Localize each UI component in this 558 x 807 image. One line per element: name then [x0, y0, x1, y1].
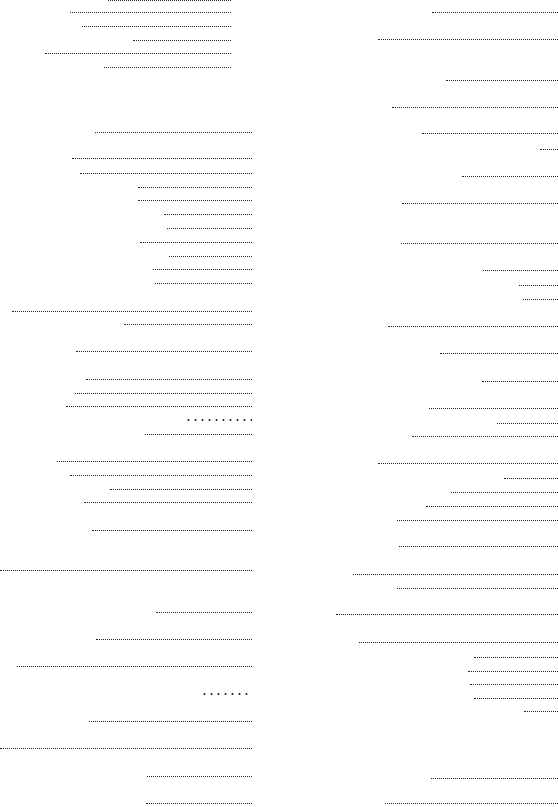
dotted-leader-line — [401, 243, 558, 244]
dotted-leader-line — [110, 489, 252, 490]
dotted-leader-line — [524, 711, 558, 712]
dotted-leader-line — [86, 379, 252, 380]
dotted-leader-line — [426, 506, 558, 507]
dotted-leader-line — [474, 698, 558, 699]
dotted-leader-line — [201, 693, 252, 695]
dotted-leader-line — [336, 614, 558, 615]
dotted-leader-line — [138, 187, 252, 188]
dotted-leader-line — [146, 803, 252, 804]
dotted-leader-line — [519, 285, 558, 286]
dotted-leader-line — [378, 463, 558, 464]
dotted-leader-line — [392, 107, 558, 108]
dotted-leader-line — [429, 408, 558, 409]
dotted-leader-line — [12, 311, 252, 312]
dotted-leader-line — [133, 40, 231, 41]
dotted-leader-line — [96, 639, 252, 640]
dotted-leader-line — [0, 570, 252, 571]
dotted-leader-line — [164, 214, 252, 215]
dotted-leader-line — [167, 228, 252, 229]
dotted-leader-line — [422, 133, 558, 134]
dotted-leader-line — [66, 406, 252, 407]
dotted-leader-line — [432, 12, 558, 13]
dotted-leader-line — [397, 588, 558, 589]
dotted-leader-line — [482, 381, 558, 382]
dotted-leader-line — [169, 256, 252, 257]
dotted-leader-line — [474, 657, 558, 658]
dotted-leader-line — [82, 26, 231, 27]
dotted-leader-line — [124, 324, 252, 325]
dotted-leader-line — [483, 270, 558, 271]
dotted-leader-line — [140, 242, 252, 243]
dotted-leader-line — [388, 326, 558, 327]
dotted-leader-line — [468, 671, 558, 672]
dotted-leader-line — [45, 53, 231, 54]
dotted-leader-line — [462, 176, 558, 177]
dotted-leader-line — [378, 39, 558, 40]
dotted-leader-line — [147, 776, 252, 777]
dotted-leader-line — [138, 200, 252, 201]
dotted-leader-line — [397, 520, 558, 521]
dotted-leader-line — [70, 475, 252, 476]
dotted-leader-line — [412, 436, 558, 437]
dotted-leader-line — [359, 642, 558, 643]
dotted-leader-line — [156, 612, 252, 613]
right-column — [279, 0, 558, 807]
dotted-leader-line — [402, 203, 558, 204]
dotted-leader-line — [72, 158, 252, 159]
dotted-leader-line — [108, 0, 231, 1]
dotted-leader-line — [75, 393, 252, 394]
dotted-leader-line — [155, 283, 252, 284]
dotted-leader-line — [84, 502, 252, 503]
dotted-leader-line — [80, 173, 252, 174]
dotted-leader-line — [95, 132, 252, 133]
dotted-leader-line — [92, 530, 252, 531]
dotted-leader-line — [399, 546, 558, 547]
dotted-leader-line — [504, 478, 558, 479]
dotted-leader-line — [353, 574, 558, 575]
dotted-leader-line — [17, 666, 252, 667]
dotted-leader-line — [89, 721, 252, 722]
dotted-leader-line — [57, 461, 252, 462]
dotted-leader-line — [145, 434, 252, 435]
dotted-leader-line — [446, 80, 558, 81]
dotted-leader-line — [497, 423, 558, 424]
dotted-leader-line — [153, 269, 252, 270]
dotted-leader-line — [76, 351, 252, 352]
dotted-leader-line — [540, 149, 558, 150]
dotted-leader-line — [70, 12, 231, 13]
dotted-leader-line — [431, 778, 558, 779]
dotted-leader-line — [470, 684, 558, 685]
dotted-leader-line — [440, 353, 558, 354]
dotted-leader-line — [451, 492, 558, 493]
dotted-leader-line — [0, 748, 252, 749]
dotted-leader-line — [385, 803, 558, 804]
dotted-leader-line — [104, 67, 231, 68]
dotted-leader-line — [523, 299, 558, 300]
dotted-leader-line — [185, 419, 252, 421]
